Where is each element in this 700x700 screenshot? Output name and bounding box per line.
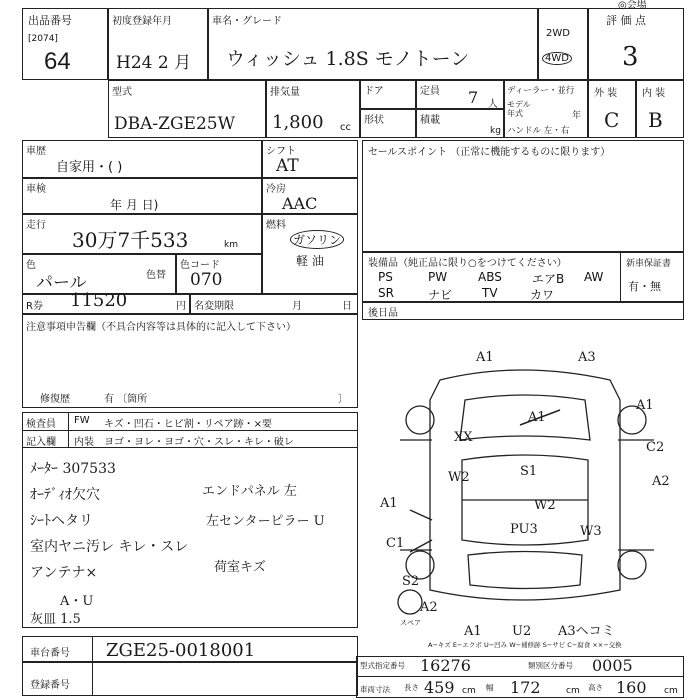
repair-close: 〕 [338,394,348,405]
shift-value: AT [276,156,299,176]
warranty-value: 有・無 [628,280,661,293]
hw-note-4: 室内ヤニ汚レ キレ・スレ [30,539,189,555]
inspector-interior-label: 内装 [74,437,94,448]
type-label: 型式 [112,87,132,98]
year-unit: 年 [572,111,582,121]
handle-label: ハンドル 左・右 [507,126,570,136]
exterior-label: 外 装 [594,88,618,99]
capacity-value: 7 [468,88,479,107]
name-change-label: 名変期限 [194,301,234,312]
equip-airbag: エアB [532,272,565,286]
type-value: DBA-ZGE25W [114,114,236,134]
equip-tv: TV [482,286,498,300]
drive-4wd: 4WD [542,52,572,65]
capacity-label: 定員 [420,86,440,97]
hw-note-3: ｼｰﾄヘタリ [30,513,93,529]
dmg-a1-bottom: A1 [464,624,482,639]
model-year-label: モデル年式 [507,100,531,118]
length-value: 459 [424,678,455,697]
inspector-interior-line: ヨゴ・ヨレ・ヨゴ・穴・スレ・キレ・破レ [104,437,294,448]
top-right-text: ◎会場 [618,0,647,11]
fuel-gasoline: ガソリン [290,230,344,249]
height-value: 160 [616,678,647,697]
length-label: 長さ [404,683,419,692]
after-install-label: 後日品 [368,308,398,319]
dmg-w3: W3 [580,524,602,539]
hw-note-6: A・U [60,594,94,609]
new-car-warranty-label: 新車保証書 [626,259,672,269]
lot-no-label: 出品番号 [28,14,72,27]
dmg-c1: C1 [386,536,405,551]
category-label: 類別区分番号 [528,661,573,670]
interior-grade: B [648,108,663,132]
fuel-diesel: 軽 油 [296,254,324,268]
color-code-value: 070 [190,270,223,290]
car-damage-diagram [370,340,684,640]
shape-label: 形状 [364,115,384,126]
equipment-label: 装備品（純正品に限り○をつけてください） [368,258,567,269]
model-name-value: ウィッシュ 1.8S モノトーン [226,48,470,70]
dmg-w2-center: W2 [534,498,556,513]
hw-right-2: 左センターピラー U [206,514,325,529]
hw-right-1: エンドパネル 左 [202,484,297,499]
hw-note-1: ﾒｰﾀｰ 307533 [30,461,116,477]
equip-abs: ABS [478,270,502,284]
use-label: 車歴 [26,146,46,157]
sales-point-label: セールスポイント （正常に機能するものに限ります） [368,147,611,158]
dmg-w2-left: W2 [448,470,470,485]
fuel-label: 燃料 [266,220,286,231]
chassis-value: ZGE25-0018001 [106,640,256,661]
recycle-label: R券 [26,301,43,312]
recycle-unit: 円 [176,301,186,312]
inspector-label-1: 検査員 [26,419,56,430]
equip-navi: ナビ [428,288,453,302]
reg-label: 登録番号 [30,680,70,691]
repair-value: 有 〔箇所 [104,394,148,405]
load-unit: kg [490,126,501,136]
color-change-label: 色替 [146,270,166,281]
shift-label: シフト [266,146,296,157]
inspection-value: 年 月 日) [110,198,159,212]
use-value: 自家用・( ) [56,160,123,175]
hw-right-3: 荷室キズ [214,560,266,575]
mileage-unit: km [224,240,238,250]
displacement-label: 排気量 [270,87,300,98]
hw-note-2: ｵｰﾃﾞｨｵ欠穴 [30,487,100,503]
notes-label: 注意事項申告欄（不具合内容等は具体的に記入して下さい） [26,322,296,333]
height-label: 高さ [588,683,603,692]
hw-note-5: アンテナ× [30,565,98,581]
dmg-a3-dent: A3ヘコミ [558,624,615,639]
ac-label: 冷房 [266,184,286,195]
length-cm: cm [462,686,476,696]
equip-sr: SR [378,286,394,300]
recycle-value: 11520 [70,290,128,311]
width-value: 172 [510,678,541,697]
category-value: 0005 [592,656,633,675]
doors-label: ドア [364,86,384,97]
ac-value: AAC [282,194,318,213]
drive-2wd: 2WD [546,28,570,39]
width-cm: cm [566,686,580,696]
equip-aw: AW [584,270,604,284]
dealer-label: ディーラー・並行 [507,86,575,96]
class-value: 16276 [420,656,471,675]
exterior-grade: C [604,108,620,132]
chassis-label: 車台番号 [30,648,70,659]
load-label: 積載 [420,115,440,126]
dmg-a1-right: A1 [636,398,654,413]
after-install-cell [362,302,684,320]
dmg-a1-top-left: A1 [476,350,494,365]
interior-label: 内 装 [642,88,666,99]
dmg-pu3: PU3 [510,522,538,537]
dmg-s1: S1 [520,464,538,479]
drive-cell [538,8,588,80]
inspector-exterior-line: キズ・凹石・ヒビ割・リペア跡・×要 [104,419,272,430]
color-label: 色 [26,260,36,271]
class-label: 型式指定番号 [360,661,405,670]
color-code-label: 色コード [180,260,220,271]
hw-note-7: 灰皿 1.5 [30,612,81,627]
equip-ps: PS [378,270,393,284]
lot-code: [2074] [28,34,58,44]
dmg-u2: U2 [512,624,532,639]
equip-leather: カワ [530,288,555,302]
inspector-fw: FW [74,415,90,426]
height-cm: cm [664,686,678,696]
dmg-a1-hood: A1 [528,410,546,425]
dmg-c2: C2 [646,440,665,455]
color-value: パール [36,273,87,293]
lot-number: 64 [44,48,71,75]
rating-value: 3 [622,42,639,72]
inspection-label: 車検 [26,184,46,195]
spare-label: スペア [400,619,421,627]
diagram-legend: A−キズ E−エクボ U−凹み W−補修跡 S−サビ C−腐食 ××−交換 [428,641,622,649]
mileage-label: 走行 [26,220,46,231]
rating-label: 評 価 点 [606,14,646,27]
capacity-unit: 人 [488,99,498,110]
first-reg-label: 初度登録年月 [112,16,172,27]
dmg-s2: S2 [402,574,420,589]
first-reg-value: H24 2 月 [116,53,192,73]
month-unit: 月 [292,301,302,312]
inspector-label-2: 記入欄 [26,437,56,448]
displacement-unit: cc [340,122,351,133]
dmg-xx: XX [454,430,473,445]
model-name-label: 車名・グレード [212,16,282,27]
displacement-value: 1,800 [272,112,324,133]
dmg-a2-rear: A2 [420,600,438,615]
dim-label: 車両寸法 [360,685,390,694]
dmg-a2-right: A2 [652,474,670,489]
dmg-a1-left: A1 [380,496,398,511]
mileage-value: 30万7千533 [72,228,189,252]
dmg-a3-top: A3 [578,350,596,365]
equip-pw: PW [428,270,448,284]
day-unit: 日 [342,301,352,312]
repair-label: 修復歴 [40,394,70,405]
width-label: 幅 [486,683,494,692]
reg-cell [22,662,358,696]
